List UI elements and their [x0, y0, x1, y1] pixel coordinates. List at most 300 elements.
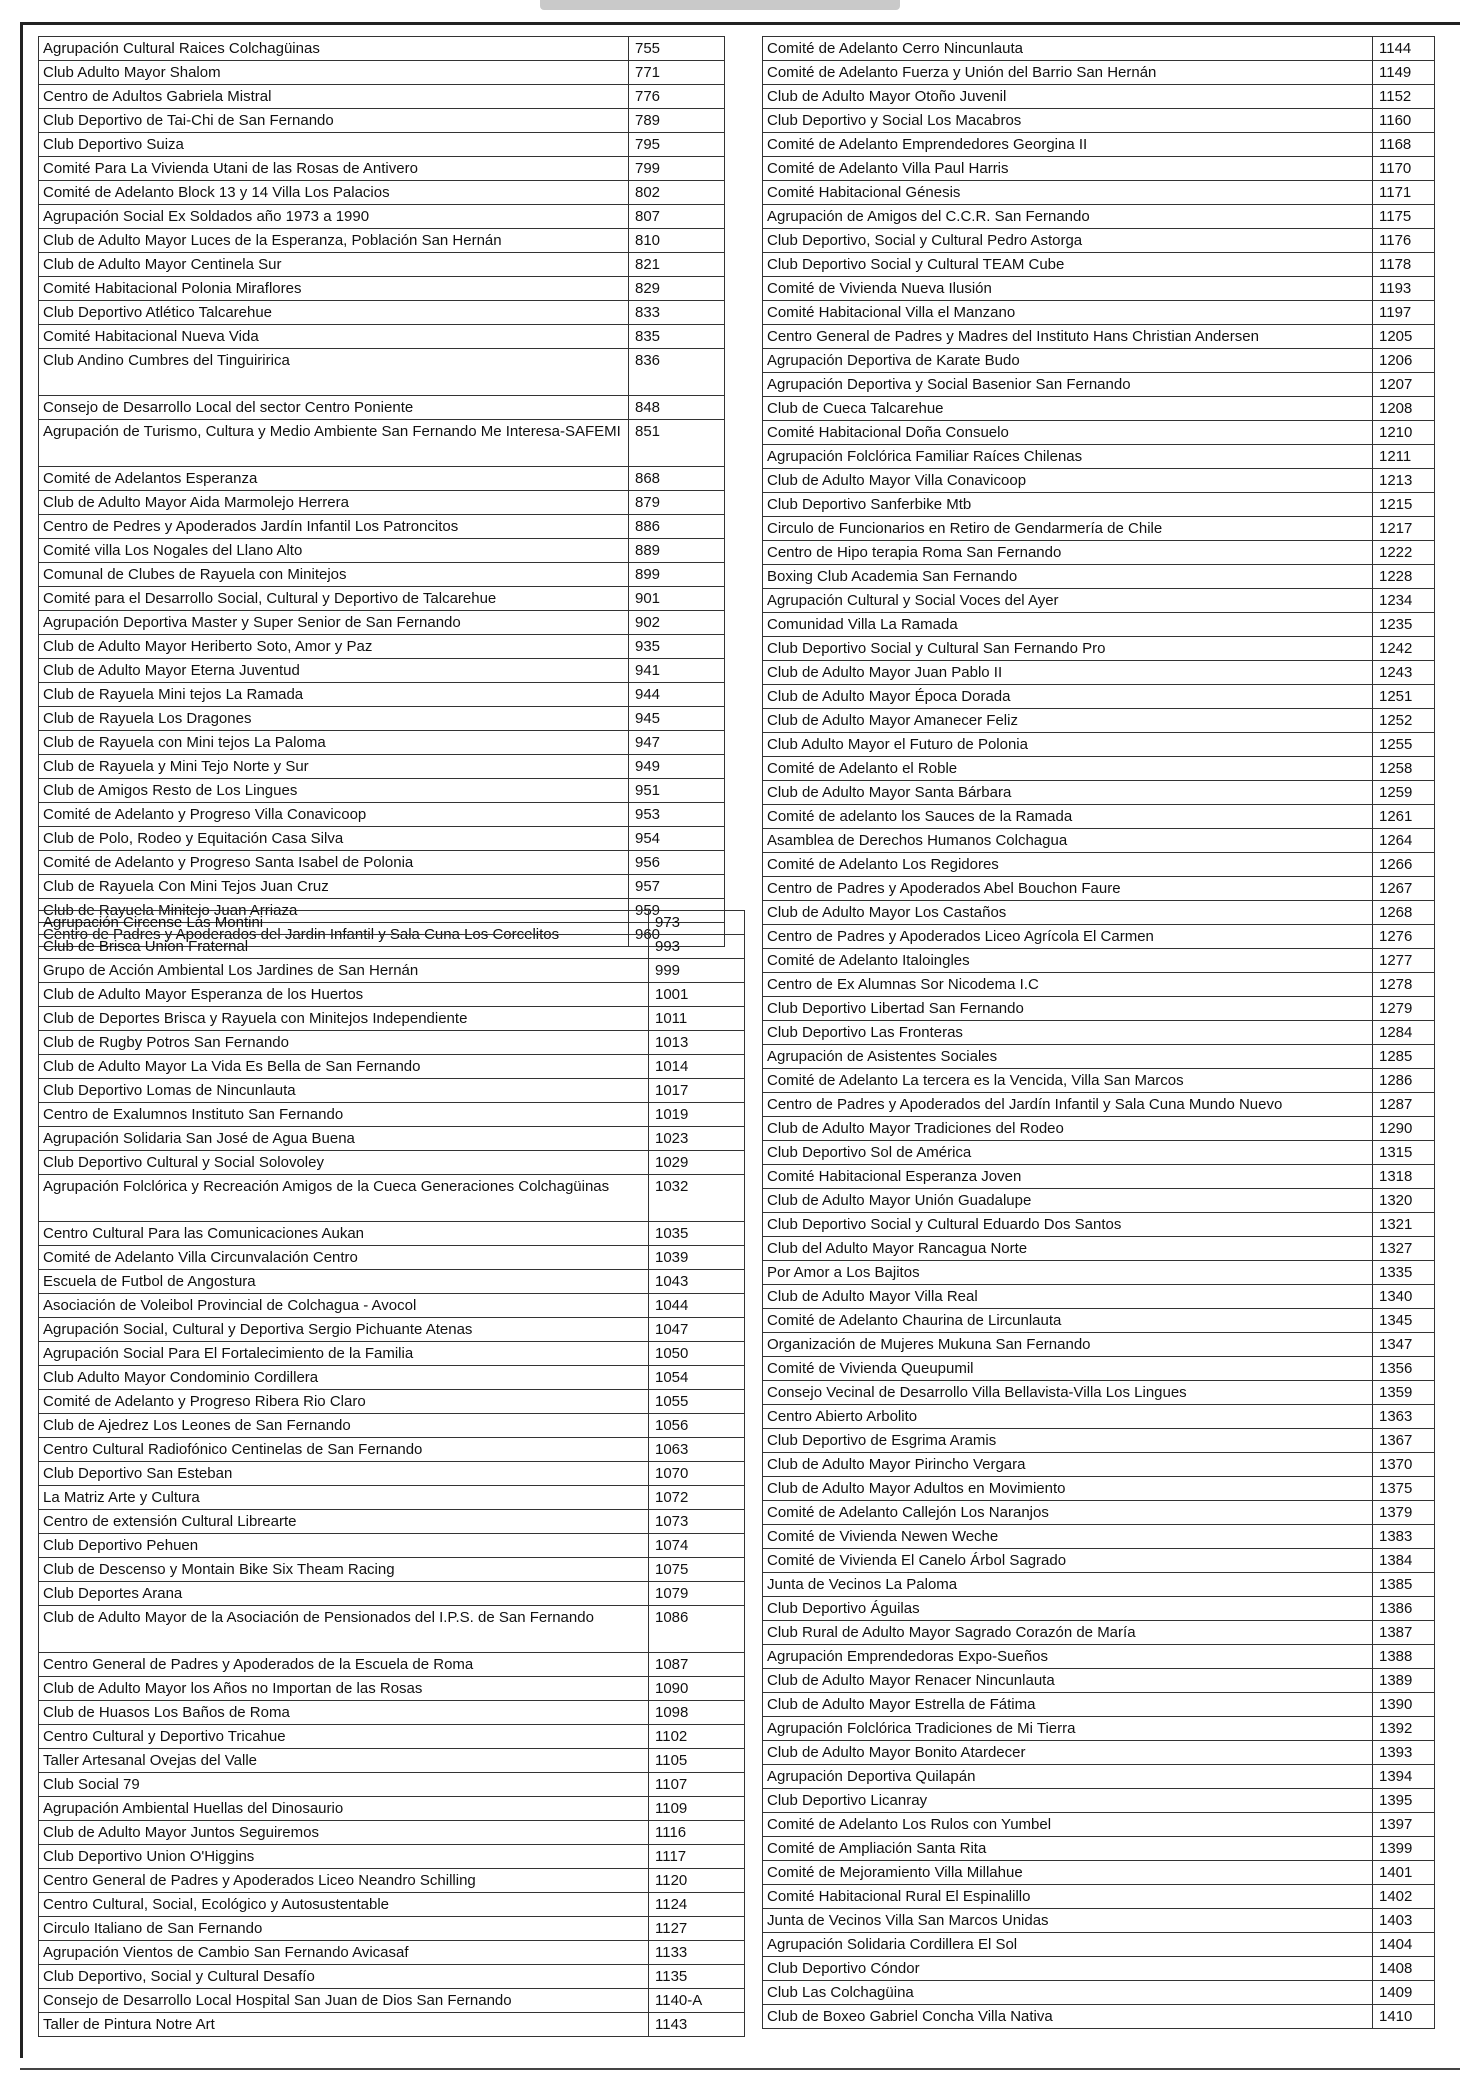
registration-number: 1363 [1373, 1405, 1435, 1429]
table-row [763, 397, 1435, 421]
registration-number: 799 [629, 157, 725, 181]
table-row [39, 1534, 745, 1558]
table-row [763, 1189, 1435, 1213]
organization-name: Centro General de Padres y Apoderados Liceo Neandro Schilling [39, 1869, 649, 1893]
organization-name: Club de Adulto Mayor La Vida Es Bella de San Fernando [39, 1055, 649, 1079]
registration-number: 951 [629, 779, 725, 803]
table-row [39, 253, 725, 277]
organization-name: Club Deportivo Sol de América [763, 1141, 1373, 1165]
table-row [763, 85, 1435, 109]
table-row [39, 1653, 745, 1677]
organization-name: Centro de Hipo terapia Roma San Fernando [763, 541, 1373, 565]
registration-number: 1258 [1373, 757, 1435, 781]
registration-number: 1347 [1373, 1333, 1435, 1357]
organization-name: Club de Adulto Mayor Centinela Sur [39, 253, 629, 277]
registration-number: 1393 [1373, 1741, 1435, 1765]
table-row [39, 1510, 745, 1534]
table-row [39, 229, 725, 253]
table-row [39, 515, 725, 539]
organization-name: Club de Polo, Rodeo y Equitación Casa Silva [39, 827, 629, 851]
registration-number: 1035 [649, 1222, 745, 1246]
registration-number: 1117 [649, 1845, 745, 1869]
organization-name: Agrupación Circense Las Montini [39, 911, 649, 935]
registration-number: 954 [629, 827, 725, 851]
organization-name: Club de Adulto Mayor Santa Bárbara [763, 781, 1373, 805]
organization-name: Club Deportivo de Esgrima Aramis [763, 1429, 1373, 1453]
registration-number: 1394 [1373, 1765, 1435, 1789]
table-row [39, 1989, 745, 2013]
top-header-fragment [540, 0, 900, 10]
table-row [763, 469, 1435, 493]
table-row [763, 373, 1435, 397]
registration-number: 953 [629, 803, 725, 827]
registration-number: 789 [629, 109, 725, 133]
registration-number: 1054 [649, 1366, 745, 1390]
registration-number: 1011 [649, 1007, 745, 1031]
table-row [39, 1390, 745, 1414]
organization-name: La Matriz Arte y Cultura [39, 1486, 649, 1510]
organization-name: Comité Para La Vivienda Utani de las Rosas de Antivero [39, 157, 629, 181]
right-table [762, 36, 1435, 2029]
registration-number: 1255 [1373, 733, 1435, 757]
table-row [763, 733, 1435, 757]
table-row [39, 2013, 745, 2037]
table-row [39, 1055, 745, 1079]
organization-name: Comité de Adelanto Callejón Los Naranjos [763, 1501, 1373, 1525]
registration-number: 1267 [1373, 877, 1435, 901]
table-row [39, 827, 725, 851]
registration-number: 1029 [649, 1151, 745, 1175]
registration-number: 1149 [1373, 61, 1435, 85]
organization-name: Escuela de Futbol de Angostura [39, 1270, 649, 1294]
registration-number: 851 [629, 420, 725, 467]
registration-number: 1175 [1373, 205, 1435, 229]
registration-number: 959 [629, 899, 725, 923]
table-row [39, 875, 725, 899]
organization-name: Comité de Adelanto Los Rulos con Yumbel [763, 1813, 1373, 1837]
registration-number: 1019 [649, 1103, 745, 1127]
organization-name: Club de Amigos Resto de Los Lingues [39, 779, 629, 803]
table-row [763, 973, 1435, 997]
table-row [39, 1845, 745, 1869]
registration-number: 899 [629, 563, 725, 587]
registration-number: 1408 [1373, 1957, 1435, 1981]
registration-number: 1340 [1373, 1285, 1435, 1309]
table-row [763, 685, 1435, 709]
table-row [39, 563, 725, 587]
registration-number: 1266 [1373, 853, 1435, 877]
table-row [39, 851, 725, 875]
table-row [39, 1366, 745, 1390]
registration-number: 1315 [1373, 1141, 1435, 1165]
organization-name: Club Deportivo Sanferbike Mtb [763, 493, 1373, 517]
registration-number: 1321 [1373, 1213, 1435, 1237]
table-row [763, 589, 1435, 613]
table-row [763, 1237, 1435, 1261]
organization-name: Club Deportivo Libertad San Fernando [763, 997, 1373, 1021]
registration-number: 821 [629, 253, 725, 277]
registration-number: 810 [629, 229, 725, 253]
table-row [39, 1246, 745, 1270]
registration-number: 755 [629, 37, 725, 61]
table-row [763, 709, 1435, 733]
organization-name: Club Deportivo San Esteban [39, 1462, 649, 1486]
organization-name: Club de Adulto Mayor Tradiciones del Rodeo [763, 1117, 1373, 1141]
table-row [763, 1285, 1435, 1309]
organization-name: Club Deportivo Social y Cultural Eduardo Dos Santos [763, 1213, 1373, 1237]
registration-number: 1345 [1373, 1309, 1435, 1333]
table-row [763, 1837, 1435, 1861]
registration-number: 1176 [1373, 229, 1435, 253]
organization-name: Agrupación Deportiva y Social Basenior San Fernando [763, 373, 1373, 397]
table-row [763, 61, 1435, 85]
organization-name: Club Deportivo Atlético Talcarehue [39, 301, 629, 325]
organization-name: Club Las Colchagüina [763, 1981, 1373, 2005]
organization-name: Club Rural de Adulto Mayor Sagrado Corazón de María [763, 1621, 1373, 1645]
table-row [39, 1677, 745, 1701]
organization-name: Comité de Adelanto y Progreso Ribera Rio Claro [39, 1390, 649, 1414]
organization-name: Comité de Adelanto Chaurina de Lircunlauta [763, 1309, 1373, 1333]
organization-name: Comité de Adelanto y Progreso Santa Isabel de Polonia [39, 851, 629, 875]
registration-number: 1356 [1373, 1357, 1435, 1381]
organization-name: Comité de Adelanto Los Regidores [763, 853, 1373, 877]
table-row [39, 157, 725, 181]
organization-name: Agrupación Social Para El Fortalecimiento de la Familia [39, 1342, 649, 1366]
table-row [763, 1957, 1435, 1981]
table-row [763, 205, 1435, 229]
registration-number: 1013 [649, 1031, 745, 1055]
organization-name: Club de Rayuela con Mini tejos La Paloma [39, 731, 629, 755]
table-row [39, 325, 725, 349]
organization-name: Club de Adulto Mayor Juan Pablo II [763, 661, 1373, 685]
table-row [39, 755, 725, 779]
organization-name: Club de Adulto Mayor Los Castaños [763, 901, 1373, 925]
registration-number: 1403 [1373, 1909, 1435, 1933]
organization-name: Comité de Adelanto y Progreso Villa Conavicoop [39, 803, 629, 827]
table-row [39, 1582, 745, 1606]
organization-name: Agrupación Deportiva Quilapán [763, 1765, 1373, 1789]
table-row [763, 1789, 1435, 1813]
registration-number: 1143 [649, 2013, 745, 2037]
organization-name: Centro de Adultos Gabriela Mistral [39, 85, 629, 109]
table-row [763, 805, 1435, 829]
organization-name: Club de Adulto Mayor Pirincho Vergara [763, 1453, 1373, 1477]
table-row [763, 565, 1435, 589]
registration-number: 1039 [649, 1246, 745, 1270]
table-row [39, 587, 725, 611]
registration-number: 1170 [1373, 157, 1435, 181]
organization-name: Comité villa Los Nogales del Llano Alto [39, 539, 629, 563]
left-bottom-table [38, 910, 745, 2037]
registration-number: 1395 [1373, 1789, 1435, 1813]
table-row [763, 325, 1435, 349]
registration-number: 1047 [649, 1318, 745, 1342]
table-row [39, 85, 725, 109]
registration-number: 1124 [649, 1893, 745, 1917]
registration-number: 1286 [1373, 1069, 1435, 1093]
table-row [763, 133, 1435, 157]
organization-name: Club de Adulto Mayor Villa Conavicoop [763, 469, 1373, 493]
registration-number: 1284 [1373, 1021, 1435, 1045]
organization-name: Club de Brisca Union Fraternal [39, 935, 649, 959]
registration-number: 1215 [1373, 493, 1435, 517]
organization-name: Club Social 79 [39, 1773, 649, 1797]
organization-name: Agrupación Solidaria Cordillera El Sol [763, 1933, 1373, 1957]
table-row [39, 349, 725, 396]
organization-name: Agrupación de Amigos del C.C.R. San Fernando [763, 205, 1373, 229]
organization-name: Club Deportivo Licanray [763, 1789, 1373, 1813]
registration-number: 1135 [649, 1965, 745, 1989]
organization-name: Comité de adelanto los Sauces de la Ramada [763, 805, 1373, 829]
registration-number: 833 [629, 301, 725, 325]
registration-number: 1014 [649, 1055, 745, 1079]
registration-number: 1243 [1373, 661, 1435, 685]
registration-number: 1370 [1373, 1453, 1435, 1477]
registration-number: 1056 [649, 1414, 745, 1438]
organization-name: Club Deportivo Social y Cultural TEAM Cube [763, 253, 1373, 277]
table-row [763, 1045, 1435, 1069]
table-row [763, 781, 1435, 805]
organization-name: Club Adulto Mayor el Futuro de Polonia [763, 733, 1373, 757]
table-row [763, 877, 1435, 901]
organization-name: Comité Habitacional Villa el Manzano [763, 301, 1373, 325]
organization-name: Centro Cultural y Deportivo Tricahue [39, 1725, 649, 1749]
registration-number: 879 [629, 491, 725, 515]
organization-name: Comité de Vivienda El Canelo Árbol Sagrado [763, 1549, 1373, 1573]
registration-number: 1107 [649, 1773, 745, 1797]
table-row [39, 959, 745, 983]
registration-number: 1217 [1373, 517, 1435, 541]
registration-number: 1397 [1373, 1813, 1435, 1837]
table-row [39, 1079, 745, 1103]
organization-name: Centro Cultural Para las Comunicaciones Aukan [39, 1222, 649, 1246]
table-row [39, 181, 725, 205]
organization-name: Agrupación Folclórica y Recreación Amigos de la Cueca Generaciones Colchagüinas [39, 1175, 649, 1222]
organization-name: Club de Adulto Mayor Juntos Seguiremos [39, 1821, 649, 1845]
organization-name: Club Deportivo y Social Los Macabros [763, 109, 1373, 133]
organization-name: Centro de Ex Alumnas Sor Nicodema I.C [763, 973, 1373, 997]
table-row [39, 779, 725, 803]
registration-number: 1171 [1373, 181, 1435, 205]
table-row [39, 1821, 745, 1845]
registration-number: 1359 [1373, 1381, 1435, 1405]
table-row [39, 1893, 745, 1917]
table-row [763, 1309, 1435, 1333]
registration-number: 945 [629, 707, 725, 731]
registration-number: 1261 [1373, 805, 1435, 829]
registration-number: 1001 [649, 983, 745, 1007]
organization-name: Por Amor a Los Bajitos [763, 1261, 1373, 1285]
table-row [39, 659, 725, 683]
registration-number: 1390 [1373, 1693, 1435, 1717]
registration-number: 1389 [1373, 1669, 1435, 1693]
registration-number: 1327 [1373, 1237, 1435, 1261]
organization-name: Club de Adulto Mayor Amanecer Feliz [763, 709, 1373, 733]
registration-number: 901 [629, 587, 725, 611]
registration-number: 1073 [649, 1510, 745, 1534]
organization-name: Centro Cultural Radiofónico Centinelas de San Fernando [39, 1438, 649, 1462]
organization-name: Club del Adulto Mayor Rancagua Norte [763, 1237, 1373, 1261]
organization-name: Agrupación Ambiental Huellas del Dinosaurio [39, 1797, 649, 1821]
organization-name: Agrupación Vientos de Cambio San Fernando Avicasaf [39, 1941, 649, 1965]
registration-number: 889 [629, 539, 725, 563]
organization-name: Agrupación Folclórica Tradiciones de Mi Tierra [763, 1717, 1373, 1741]
organization-name: Club de Rayuela y Mini Tejo Norte y Sur [39, 755, 629, 779]
organization-name: Asamblea de Derechos Humanos Colchagua [763, 829, 1373, 853]
organization-name: Asociación de Voleibol Provincial de Colchagua - Avocol [39, 1294, 649, 1318]
registration-number: 956 [629, 851, 725, 875]
registration-number: 1120 [649, 1869, 745, 1893]
table-row [39, 1869, 745, 1893]
organization-name: Club de Adulto Mayor de la Asociación de Pensionados del I.P.S. de San Fernando [39, 1606, 649, 1653]
table-row [39, 803, 725, 827]
registration-number: 1105 [649, 1749, 745, 1773]
registration-number: 1388 [1373, 1645, 1435, 1669]
registration-number: 1320 [1373, 1189, 1435, 1213]
table-row [763, 1813, 1435, 1837]
organization-name: Club Deportivo, Social y Cultural Desafío [39, 1965, 649, 1989]
table-row [763, 853, 1435, 877]
table-row [39, 539, 725, 563]
registration-number: 1043 [649, 1270, 745, 1294]
registration-number: 802 [629, 181, 725, 205]
table-row [763, 1861, 1435, 1885]
organization-name: Club Andino Cumbres del Tinguiririca [39, 349, 629, 396]
table-row [39, 396, 725, 420]
table-row [39, 611, 725, 635]
table-row [39, 1318, 745, 1342]
table-row [763, 1141, 1435, 1165]
organization-name: Agrupación Social, Cultural y Deportiva Sergio Pichuante Atenas [39, 1318, 649, 1342]
table-row [39, 1175, 745, 1222]
table-row [39, 467, 725, 491]
table-row [39, 1749, 745, 1773]
registration-number: 944 [629, 683, 725, 707]
organization-name: Club Adulto Mayor Condominio Cordillera [39, 1366, 649, 1390]
organization-name: Comité de Adelanto Cerro Nincunlauta [763, 37, 1373, 61]
table-row [763, 277, 1435, 301]
registration-number: 1386 [1373, 1597, 1435, 1621]
registration-number: 1102 [649, 1725, 745, 1749]
registration-number: 1193 [1373, 277, 1435, 301]
table-row [763, 1669, 1435, 1693]
table-row [763, 1021, 1435, 1045]
organization-name: Centro de Exalumnos Instituto San Fernando [39, 1103, 649, 1127]
registration-number: 1210 [1373, 421, 1435, 445]
registration-number: 1116 [649, 1821, 745, 1845]
table-row [763, 925, 1435, 949]
table-row [39, 1007, 745, 1031]
registration-number: 1228 [1373, 565, 1435, 589]
table-row [763, 541, 1435, 565]
registration-number: 993 [649, 935, 745, 959]
registration-number: 1399 [1373, 1837, 1435, 1861]
registration-number: 1375 [1373, 1477, 1435, 1501]
registration-number: 886 [629, 515, 725, 539]
table-row [39, 1151, 745, 1175]
registration-number: 1409 [1373, 1981, 1435, 2005]
organization-name: Club Deportivo Cóndor [763, 1957, 1373, 1981]
table-row [763, 301, 1435, 325]
registration-number: 836 [629, 349, 725, 396]
registration-number: 1264 [1373, 829, 1435, 853]
registration-number: 1032 [649, 1175, 745, 1222]
organization-name: Club Deportivo Suiza [39, 133, 629, 157]
registration-number: 776 [629, 85, 725, 109]
registration-number: 1098 [649, 1701, 745, 1725]
table-row [39, 1127, 745, 1151]
organization-name: Centro General de Padres y Apoderados de la Escuela de Roma [39, 1653, 649, 1677]
organization-name: Comité Habitacional Polonia Miraflores [39, 277, 629, 301]
table-row [39, 1773, 745, 1797]
organization-name: Centro de Padres y Apoderados Abel Bouchon Faure [763, 877, 1373, 901]
table-row [763, 1117, 1435, 1141]
table-row [763, 901, 1435, 925]
registration-number: 1222 [1373, 541, 1435, 565]
table-row [39, 37, 725, 61]
table-row [763, 1885, 1435, 1909]
registration-number: 1268 [1373, 901, 1435, 925]
registration-number: 1383 [1373, 1525, 1435, 1549]
table-row [763, 1717, 1435, 1741]
table-row [763, 1525, 1435, 1549]
table-row [39, 205, 725, 229]
organization-name: Comité de Adelanto Villa Paul Harris [763, 157, 1373, 181]
table-row [39, 1965, 745, 1989]
organization-name: Club de Rayuela Mini tejos La Ramada [39, 683, 629, 707]
table-row [763, 1693, 1435, 1717]
organization-name: Agrupación de Asistentes Sociales [763, 1045, 1373, 1069]
registration-number: 1318 [1373, 1165, 1435, 1189]
table-row [763, 637, 1435, 661]
organization-name: Club Deportivo de Tai-Chi de San Fernando [39, 109, 629, 133]
organization-name: Club de Adulto Mayor Bonito Atardecer [763, 1741, 1373, 1765]
table-row [763, 1933, 1435, 1957]
table-row [763, 445, 1435, 469]
organization-name: Club Deportivo Social y Cultural San Fernando Pro [763, 637, 1373, 661]
organization-name: Comité Habitacional Esperanza Joven [763, 1165, 1373, 1189]
organization-name: Centro Abierto Arbolito [763, 1405, 1373, 1429]
organization-name: Centro de Pedres y Apoderados Jardín Infantil Los Patroncitos [39, 515, 629, 539]
registration-number: 1127 [649, 1917, 745, 1941]
registration-number: 973 [649, 911, 745, 935]
organization-name: Comité de Adelanto Block 13 y 14 Villa Los Palacios [39, 181, 629, 205]
table-row [763, 1645, 1435, 1669]
table-row [763, 613, 1435, 637]
registration-number: 1401 [1373, 1861, 1435, 1885]
organization-name: Agrupación Cultural Raices Colchagüinas [39, 37, 629, 61]
organization-name: Junta de Vecinos La Paloma [763, 1573, 1373, 1597]
organization-name: Consejo de Desarrollo Local del sector Centro Poniente [39, 396, 629, 420]
organization-name: Centro Cultural, Social, Ecológico y Autosustentable [39, 1893, 649, 1917]
organization-name: Consejo Vecinal de Desarrollo Villa Bellavista-Villa Los Lingues [763, 1381, 1373, 1405]
organization-name: Agrupación Emprendedoras Expo-Sueños [763, 1645, 1373, 1669]
table-row [39, 1294, 745, 1318]
registration-number: 835 [629, 325, 725, 349]
table-row [39, 1941, 745, 1965]
organization-name: Club de Adulto Mayor Aida Marmolejo Herrera [39, 491, 629, 515]
registration-number: 935 [629, 635, 725, 659]
registration-number: 1259 [1373, 781, 1435, 805]
registration-number: 1055 [649, 1390, 745, 1414]
table-row [763, 517, 1435, 541]
registration-number: 1387 [1373, 1621, 1435, 1645]
table-row [39, 935, 745, 959]
organization-name: Comité de Adelanto Fuerza y Unión del Barrio San Hernán [763, 61, 1373, 85]
registration-number: 1278 [1373, 973, 1435, 997]
organization-name: Centro de Padres y Apoderados del Jardín Infantil y Sala Cuna Mundo Nuevo [763, 1093, 1373, 1117]
registration-number: 868 [629, 467, 725, 491]
